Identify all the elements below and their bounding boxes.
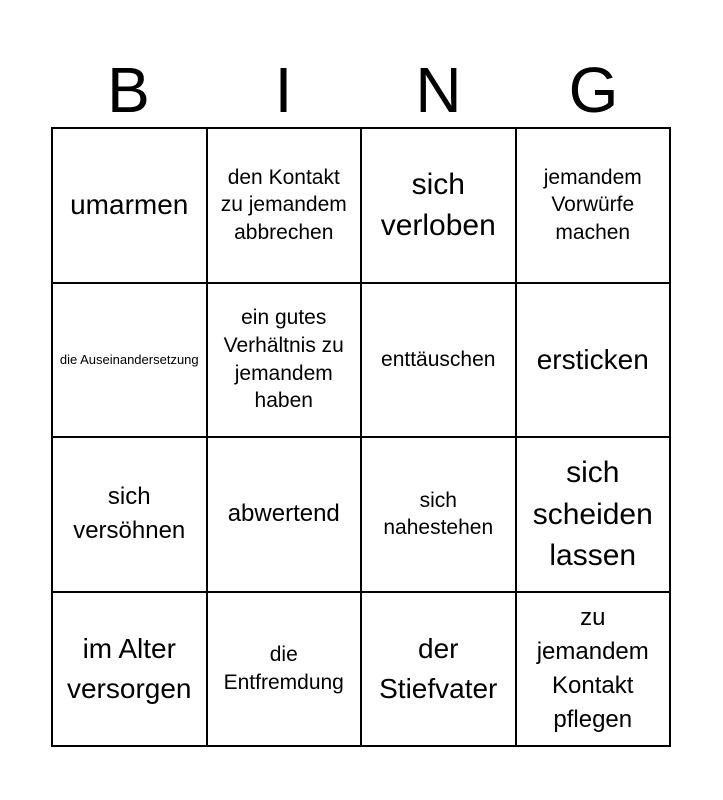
bingo-cell[interactable] [52, 128, 207, 283]
bingo-cell[interactable] [52, 283, 207, 438]
bingo-cell[interactable] [516, 592, 671, 747]
bingo-cell[interactable] [207, 437, 362, 592]
bingo-cell-text: zu jemandem Kontakt pflegen [536, 603, 649, 733]
bingo-cell-text: sich scheiden lassen [532, 456, 653, 572]
bingo-cell-text: sich versöhnen [73, 483, 186, 545]
bingo-cell[interactable] [207, 128, 362, 283]
bingo-cell[interactable] [361, 128, 516, 283]
header-letter-n: N [415, 54, 462, 126]
bingo-cell[interactable] [207, 283, 362, 438]
bingo-cell[interactable] [52, 592, 207, 747]
bingo-cell-text: abwertend [227, 500, 340, 528]
bingo-cell[interactable] [516, 437, 671, 592]
bingo-cell[interactable] [516, 128, 671, 283]
bingo-cell[interactable] [207, 592, 362, 747]
bingo-cell-text: sich verloben [380, 167, 496, 243]
bingo-cell-text: ein gutes Verhältnis zu jemandem haben [223, 306, 344, 413]
bingo-cell[interactable] [52, 437, 207, 592]
bingo-header [51, 52, 671, 128]
bingo-cell-text: jemandem Vorwürfe machen [543, 165, 642, 245]
bingo-cell-text: die Entfremdung [223, 643, 344, 694]
bingo-cell-text: sich nahestehen [383, 488, 494, 540]
bingo-cell-text: im Alter versorgen [66, 633, 192, 704]
bingo-cell-text: umarmen [70, 189, 189, 221]
bingo-cell[interactable] [361, 283, 516, 438]
bingo-cell-text: den Kontakt zu jemandem abbrechen [220, 165, 347, 245]
bingo-cell[interactable] [361, 592, 516, 747]
header-letter-b: B [107, 54, 150, 126]
bingo-cell-text: der Stiefvater [379, 633, 498, 704]
bingo-cell-text: ersticken [536, 343, 649, 375]
bingo-card-grid [51, 127, 671, 747]
bingo-cell-text: enttäuschen [381, 347, 496, 371]
header-letter-g: G [568, 54, 619, 126]
bingo-cell-text: die Auseinandersetzung [59, 351, 199, 367]
bingo-cell[interactable] [361, 437, 516, 592]
bingo-cell[interactable] [516, 283, 671, 438]
header-letter-i: I [274, 54, 293, 126]
